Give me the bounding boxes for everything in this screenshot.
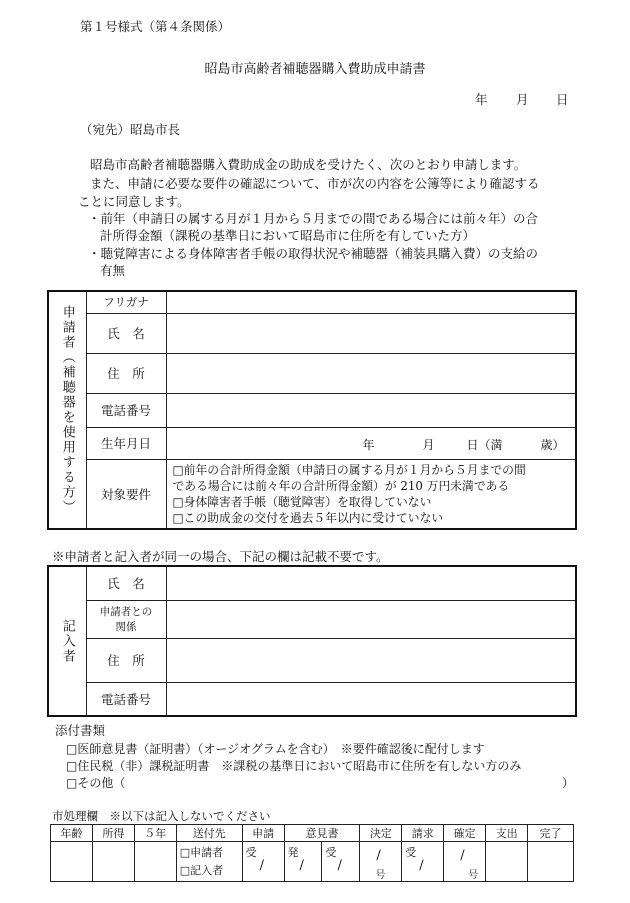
requirement-no-past-grant[interactable]: □この助成金の交付を過去５年以内に受けていない	[172, 510, 444, 525]
intro-line-2: また、申請に必要な要件の確認について、市が次の内容を公簿等により確認する	[90, 176, 540, 191]
muni-header-complete: 完了	[528, 825, 574, 842]
filler-note: ※申請者と記入者が同一の場合、下記の欄は記載不要です。	[52, 549, 389, 564]
intro-line-3: ことに同意します。	[78, 194, 190, 209]
muni-application-slash: /	[259, 858, 265, 873]
muni-decision-number-label: 号	[375, 870, 386, 881]
muni-payment-cell	[486, 842, 528, 882]
birth-age-unit: 歳）	[540, 437, 565, 452]
muni-header-claim: 請求	[402, 825, 444, 842]
birthdate-field[interactable]	[166, 427, 576, 459]
muni-header-application: 申請	[242, 825, 284, 842]
intro-line-1: 昭島市高齢者補聴器購入費助成金の助成を受けたく、次のとおり申請します。	[90, 157, 527, 172]
applicant-address-label: 住 所	[86, 353, 166, 393]
filler-relation-label-2: 関係	[115, 621, 137, 633]
muni-send-to-cell	[176, 842, 242, 882]
applicant-address-field[interactable]	[166, 353, 576, 393]
muni-decision-slash: /	[376, 848, 381, 863]
filler-section-label: 記入者	[48, 566, 86, 716]
filler-relation-field[interactable]	[166, 600, 576, 638]
muni-header-payment: 支出	[486, 825, 528, 842]
attachment-doctor-opinion[interactable]: □医師意見書（証明書）（オージオグラムを含む） ※要件確認後に配付します	[66, 742, 485, 756]
muni-opinion-issue: 発	[287, 846, 299, 859]
filler-table	[47, 565, 577, 717]
requirement-income-line-2: である場合には前々年の合計所得金額）が 210 万円未満である	[172, 478, 510, 493]
page-title: 昭島市高齢者補聴器購入費助成申請書	[204, 62, 426, 77]
applicant-section-label: 申請者（補聴器を使用する方）	[48, 291, 86, 529]
addressee: （宛先）昭島市長	[80, 122, 181, 137]
filler-address-field[interactable]	[166, 638, 576, 682]
applicant-table	[47, 290, 577, 530]
furigana-field[interactable]	[166, 291, 576, 313]
muni-header-confirm: 確定	[444, 825, 486, 842]
muni-claim-receive: 受	[405, 846, 417, 859]
muni-claim-cell	[402, 842, 444, 882]
requirement-income-line-1[interactable]: □前年の合計所得金額（申請日の属する月が１月から５月までの間	[172, 462, 526, 477]
requirements-label: 対象要件	[86, 459, 166, 529]
muni-header-5years: ５年	[134, 825, 176, 842]
muni-header-decision: 決定	[360, 825, 402, 842]
muni-send-applicant[interactable]: □申請者	[179, 845, 224, 859]
muni-opinion-receive: 受	[325, 846, 337, 859]
filler-name-field[interactable]	[166, 566, 576, 600]
muni-5years-cell	[134, 842, 176, 882]
requirement-no-disability-card[interactable]: □身体障害者手帳（聴覚障害）を取得していない	[172, 494, 432, 509]
birth-year-unit: 年	[362, 437, 375, 452]
attachments-title: 添付書類	[55, 723, 106, 738]
muni-income-cell	[92, 842, 134, 882]
birthdate-label: 生年月日	[86, 427, 166, 459]
intro-bullet-1b: 計所得金額（課税の基準日において昭島市に住所を有していた方）	[100, 228, 476, 243]
date-year-label: 年	[475, 92, 488, 107]
filler-name-label: 氏 名	[86, 566, 166, 600]
muni-age-cell	[51, 842, 93, 882]
filler-relation-label	[86, 600, 166, 638]
requirements-cell	[166, 459, 576, 529]
filler-phone-field[interactable]	[166, 682, 576, 716]
attachment-other-close: ）	[562, 776, 575, 790]
muni-confirm-number-label: 号	[468, 870, 479, 881]
muni-application-cell	[242, 842, 284, 882]
birth-month-unit: 月	[422, 437, 435, 452]
muni-claim-slash: /	[419, 858, 424, 873]
muni-header-income: 所得	[92, 825, 134, 842]
municipal-table	[50, 824, 574, 882]
applicant-name-label: 氏 名	[86, 313, 166, 353]
muni-opinion-receive-cell	[322, 842, 360, 882]
attachment-tax-certificate[interactable]: □住民税（非）課税証明書 ※課税の基準日において昭島市に住所を有しない方のみ	[66, 759, 522, 773]
muni-header-send-to: 送付先	[176, 825, 242, 842]
filler-relation-label-1: 申請者との	[99, 606, 153, 618]
applicant-phone-label: 電話番号	[86, 393, 166, 427]
filler-phone-label: 電話番号	[86, 682, 166, 716]
muni-confirm-cell	[444, 842, 486, 882]
muni-opinion-issue-slash: /	[299, 858, 304, 873]
applicant-name-field[interactable]	[166, 313, 576, 353]
muni-application-receive: 受	[245, 846, 257, 859]
muni-header-age: 年齢	[51, 825, 93, 842]
form-number: 第１号様式（第４条関係）	[80, 19, 231, 34]
birth-day-unit: 日（満	[466, 437, 503, 452]
applicant-phone-field[interactable]	[166, 393, 576, 427]
intro-bullet-2a: ・聴覚障害による身体障害者手帳の取得状況や補聴器（補装具購入費）の支給の	[88, 246, 539, 261]
muni-confirm-slash: /	[460, 848, 465, 863]
filler-address-label: 住 所	[86, 638, 166, 682]
intro-bullet-2b: 有無	[100, 263, 126, 278]
muni-opinion-issue-cell	[284, 842, 322, 882]
date-month-label: 月	[516, 92, 529, 107]
intro-bullet-1a: ・前年（申請日の属する月が１月から５月までの間である場合には前々年）の合	[88, 211, 539, 226]
attachment-other[interactable]: □その他（	[66, 776, 126, 790]
municipal-title: 市処理欄 ※以下は記入しないでください	[52, 809, 271, 823]
date-day-label: 日	[556, 92, 569, 107]
furigana-label: フリガナ	[86, 291, 166, 313]
muni-complete-cell	[528, 842, 574, 882]
muni-decision-cell	[360, 842, 402, 882]
muni-opinion-receive-slash: /	[337, 858, 342, 873]
muni-header-opinion: 意見書	[284, 825, 360, 842]
muni-send-filler[interactable]: □記入者	[179, 863, 224, 877]
